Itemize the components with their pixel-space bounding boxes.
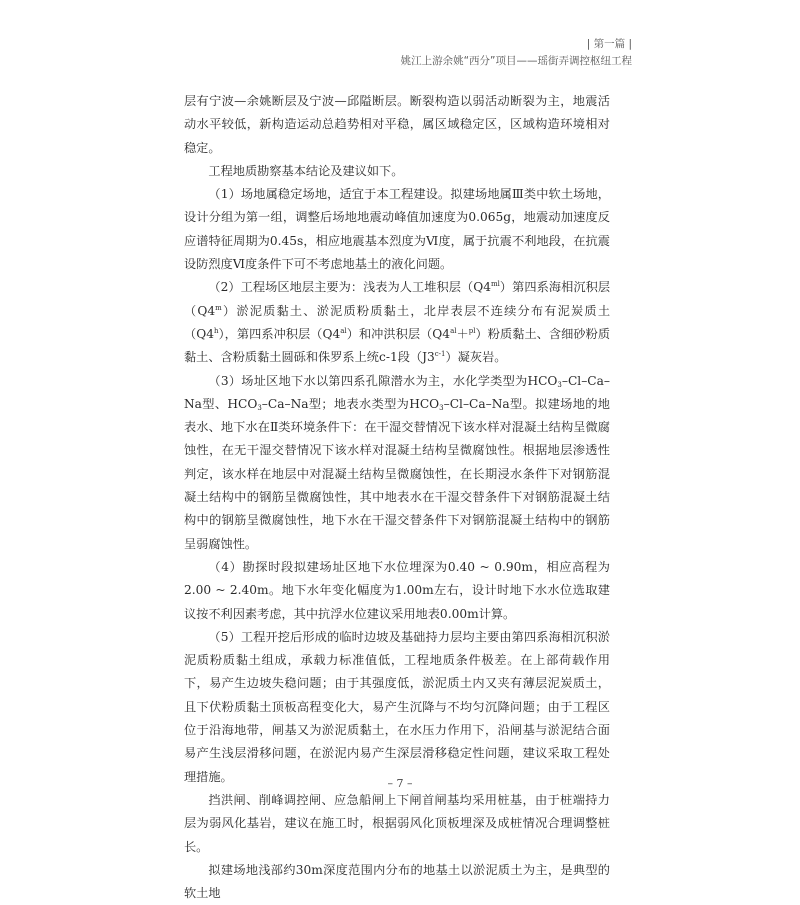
text-run: ）淤泥质黏土、淤泥质粉质黏土，北岸表层不连续分布有泥炭质土（Q4 bbox=[184, 303, 611, 341]
paragraph-item-5-slope-foundation: （5）工程开挖后形成的临时边坡及基础持力层均主要由第四系海相沉积淤泥质粉质黏土组成，承载力标准值低，工程地质条件极差。在上部荷载作用下，易产生边坡失稳问题；由于其强度低，淤泥质土内又夹有薄层泥炭质土，且下伏粉质黏土顶板高程变化大，易产生沉降与不均匀沉降问题；由于工程区位于沿海地带，闸基又为淤泥质黏土，在水压力作用下，沿闸基与淤泥结合面易产生浅层滑移问题，在淤泥内易产生深层滑移稳定性问题，建议采取工程处理措施。 bbox=[184, 629, 610, 784]
text-run: ＋ bbox=[456, 326, 469, 341]
paragraph-item-2-strata bbox=[184, 276, 610, 369]
superscript: ml bbox=[490, 280, 500, 289]
paragraph-conclusion-intro: 工程地质勘察基本结论及建议如下。 bbox=[208, 163, 404, 178]
subscript: 3 bbox=[439, 403, 444, 412]
page-number: – 7 – bbox=[387, 777, 413, 790]
text-run: –Cl–Ca–Na型。拟建场地的地表水、地下水在Ⅱ类环境条件下：在干湿交替情况下该水样对混凝土结构呈微腐蚀性，在无干湿交替情况下该水样对混凝土结构呈微腐蚀性。根据地层渗透性判定，该水样在地层中对混凝土结构呈微腐蚀性，在长期浸水条件下对钢筋混凝土结构中的钢筋呈微腐蚀性，其中地表水在干湿交替条件下对钢筋混凝土结构中的钢筋呈微腐蚀性，地下水在干湿交替条件下对钢筋混凝土结构中的钢筋呈弱腐蚀性。 bbox=[184, 396, 610, 551]
subscript: 3 bbox=[557, 380, 562, 389]
superscript: pl bbox=[468, 326, 476, 335]
text-run: –Ca–Na型；地表水类型为HCO bbox=[261, 396, 440, 411]
running-header bbox=[401, 36, 632, 70]
section-label: | 第一篇 | bbox=[586, 38, 632, 50]
text-run: （2）工程场区地层主要为：浅表为人工堆积层（Q4 bbox=[208, 280, 491, 295]
paragraph-item-4-water-level: （4）勘探时段拟建场址区地下水位埋深为0.40 ~ 0.90m，相应高程为2.00 ~ 2.40m。地下水年变化幅度为1.00m左右，设计时地下水水位选取建议按不利因素考虑，其中抗浮水位建议采用地表0.00m计算。 bbox=[184, 559, 610, 621]
text-run: ）第四系海相沉积层（Q4 bbox=[184, 280, 611, 318]
paragraph-item-1-site-stability: （1）场地属稳定场地，适宜于本工程建设。拟建场地属Ⅲ类中软土场地，设计分组为第一组，调整后场地地震动峰值加速度为0.065g，地震动加速度反应谱特征周期为0.45s，相应地震基本烈度为Ⅵ度，属于抗震不利地段，在抗震设防烈度Ⅵ度条件下可不考虑地基土的液化问题。 bbox=[184, 187, 610, 272]
paragraph-fault-structure: 层有宁波—余姚断层及宁波—邱隘断层。断裂构造以弱活动断裂为主，地震活动水平较低，新构造运动总趋势相对平稳，属区域稳定区，区域构造环境相对稳定。 bbox=[184, 94, 610, 155]
subscript: 3 bbox=[257, 403, 262, 412]
text-run: ）粉质黏土、含细砂粉质黏土、含粉质黏土圆砾和侏罗系上统c-1段（J3 bbox=[184, 326, 611, 365]
text-run: ）和冲洪积层（Q4 bbox=[346, 326, 451, 341]
superscript: m bbox=[215, 303, 222, 312]
paragraph-pile-foundation: 挡洪闸、削峰调控闸、应急船闸上下闸首闸基均采用桩基，由于桩端持力层为弱风化基岩，建议在施工时，根据弱风化顶板埋深及成桩情况合理调整桩长。 bbox=[184, 792, 610, 854]
text-run: –Cl–Ca–Na型、HCO bbox=[184, 373, 610, 411]
text-run: ），第四系冲积层（Q4 bbox=[218, 326, 341, 341]
document-title: 姚江上游余姚“西分”项目——瑶街弄调控枢纽工程 bbox=[400, 55, 632, 67]
superscript: al bbox=[340, 326, 347, 335]
paragraph-soft-soil: 拟建场地浅部约30m深度范围内分布的地基土以淤泥质土为主，是典型的软土地 bbox=[184, 862, 610, 901]
superscript: c-1 bbox=[434, 350, 446, 359]
superscript: h bbox=[213, 326, 219, 335]
paragraph-item-3-groundwater bbox=[184, 370, 610, 556]
text-run: ）凝灰岩。 bbox=[445, 350, 507, 365]
superscript: al bbox=[450, 326, 457, 335]
text-run: （3）场址区地下水以第四系孔隙潜水为主，水化学类型为HCO bbox=[208, 373, 558, 388]
